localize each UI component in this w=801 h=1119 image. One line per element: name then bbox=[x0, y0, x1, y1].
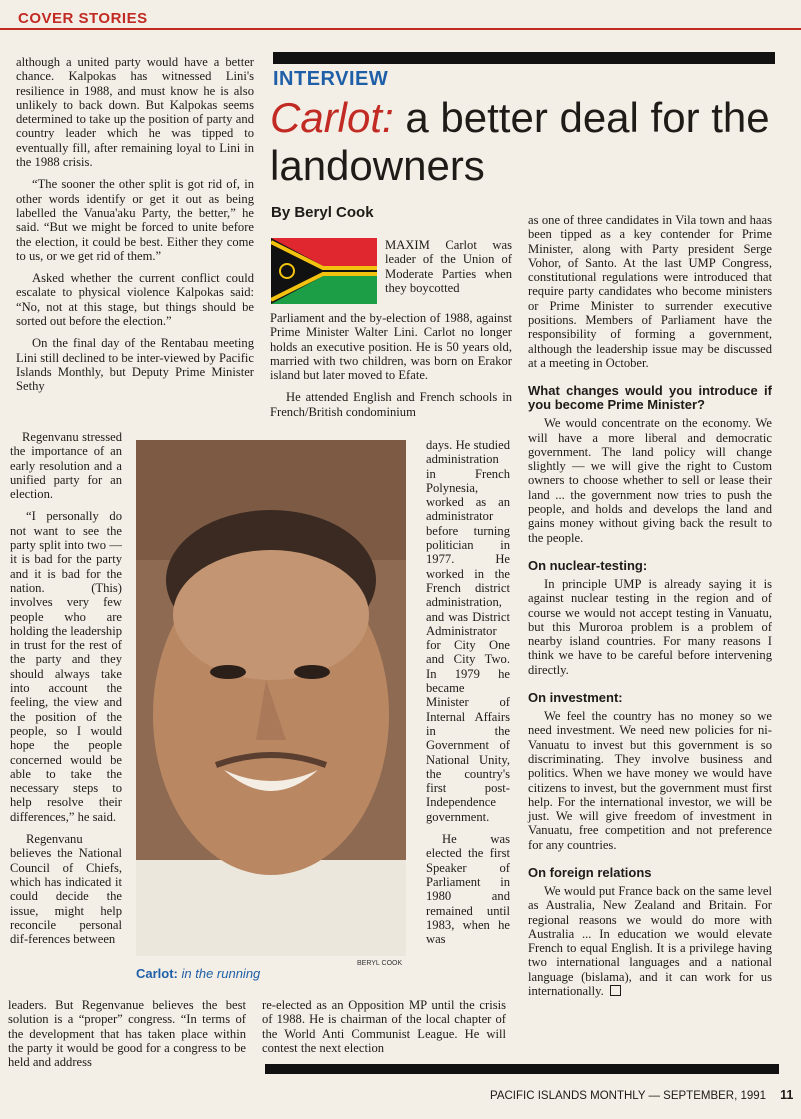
column-2-intro bbox=[385, 238, 512, 303]
caption-name: Carlot: bbox=[136, 966, 178, 981]
answer: We would concentrate on the economy. We will have a more liberal and democratic government. The land policy will change slightly — we will give the right to Custom owners to choose whether to sell or lease their land ... the government now tries to push the people, and holds and develops the land and gains money without giving back the result to the people. bbox=[528, 416, 772, 545]
paragraph: leaders. But Regenvanue believes the best solution is a “proper” congress. “In terms of the development that has taken place within the party it would be good for a congress to be held and address bbox=[8, 998, 246, 1070]
paragraph: Regenvanu believes the National Council of Chiefs, which has indicated it could decide the issue, might help reconcile personal dif-ferences between bbox=[10, 832, 122, 947]
portrait-photo bbox=[136, 440, 406, 956]
photo-caption bbox=[136, 966, 260, 981]
paragraph: Parliament and the by-election of 1988, against Prime Minister Walter Lini. Carlot no longer holds an executive position. He is 50 years old, married with two children, was born on Erakor island but later moved to Efate. bbox=[270, 311, 512, 383]
byline: By Beryl Cook bbox=[271, 204, 374, 221]
paragraph: He was elected the first Speaker of Parliament in 1980 and remained until 1983, when he was bbox=[426, 832, 510, 947]
section-label: COVER STORIES bbox=[18, 10, 148, 27]
answer: We feel the country has no money so we need investment. We need new policies for ni-Vanuatu to invest but this government is so discriminating. They involve business and politics. When we have money we would have citizens to invest, but the government must first help. For the international investor, we will be just. We will give freedom of investment in Vanuatu, free competition and not preference for any countries. bbox=[528, 709, 772, 852]
question-heading: On nuclear-testing: bbox=[528, 557, 648, 573]
paragraph: re-elected as an Opposition MP until the crisis of 1988. He is chairman of the local chapter of the World Anti Communist League. He will contest the next election bbox=[262, 998, 506, 1055]
page-number: 11 bbox=[780, 1088, 794, 1102]
question-heading: What changes would you introduce if you become Prime Minister? bbox=[528, 383, 772, 413]
paragraph: “I personally do not want to see the party split into two — it is bad for the party and it is bad for the nation. (This) involves very few people who are holding the leadership in trust for the rest of the party and they should always take into account the feeling, the view and the position of the people, so I would hope the people concerned would be able to take the necessary steps to help resolve their differences,” he said. bbox=[10, 509, 122, 824]
article-headline bbox=[270, 94, 790, 190]
paragraph: MAXIM Carlot was leader of the Union of Moderate Parties when they boycotted bbox=[385, 238, 512, 295]
publication-line: PACIFIC ISLANDS MONTHLY — SEPTEMBER, 1991 bbox=[490, 1090, 767, 1102]
paragraph: although a united party would have a better chance. Kalpokas has witnessed Lini's resilience in 1988, and must know he is also unlikely to back down. But Kalpokas seems determined to take up the position of party and country leader which he was tipped to eventually fill, after remaining loyal to Lini in the 1988 crisis. bbox=[16, 55, 254, 170]
paragraph: Regenvanu stressed the importance of an early resolution and a unified party for an election. bbox=[10, 430, 122, 502]
paragraph: He attended English and French schools in French/British condominium bbox=[270, 390, 512, 419]
paragraph: “The sooner the other split is got rid of, in other words identify or get it out as being labelled the Vanua'aku Party, the better,” he said. “But we might be forced to unite before the election, it could be best. Either they come to us, or we get rid of them.” bbox=[16, 177, 254, 263]
column-2 bbox=[270, 311, 512, 427]
question-heading: On investment: bbox=[528, 690, 623, 706]
paragraph: as one of three candidates in Vila town and haas been tipped as a key contender for Prime Minister, along with Party president Serge Vohor, of Santo. At the last UMP Congress, constitutional regulations were introduced that require party candidates who become ministers or Prime Minister to surrender executive positions. Members of Parliament have the responsibility of forming a government, although the leadership issue may be discussed at a meeting in October. bbox=[528, 213, 772, 370]
column-1 bbox=[16, 55, 254, 402]
caption-text: in the running bbox=[177, 966, 261, 981]
vanuatu-flag-icon bbox=[271, 238, 377, 304]
column-2-narrow bbox=[426, 438, 510, 954]
column-1-narrow bbox=[10, 430, 122, 954]
headline-rest: a better deal for the landowners bbox=[270, 94, 770, 189]
end-mark-icon bbox=[610, 985, 621, 996]
paragraph: days. He studied administration in French Polynesia, worked as an administrator before turning politician in 1977. He worked in the French district administration, and was District Administrator for City One and City Two. In 1979 he became Minister of Internal Affairs in the Government of National Unity, the country's first post-Independence government. bbox=[426, 438, 510, 824]
answer: In principle UMP is already saying it is against nuclear testing in the region and of course we would not accept testing in Vanuatu, but this Muroroa problem is a problem of nearby island countries. For many reasons I think we have to be careful before intervening directly. bbox=[528, 576, 772, 677]
photo-credit: BERYL COOK bbox=[357, 960, 403, 967]
column-1-bottom bbox=[8, 998, 246, 1077]
headline-lead: Carlot: bbox=[270, 94, 394, 141]
paragraph: On the final day of the Rentabau meeting Lini still declined to be inter-viewed by Pacific Islands Monthly, but Deputy Prime Minister Sethy bbox=[16, 336, 254, 394]
section-divider bbox=[0, 28, 801, 30]
question-heading: On foreign relations bbox=[528, 864, 652, 880]
answer bbox=[528, 884, 772, 998]
column-2-bottom bbox=[262, 998, 506, 1063]
column-3 bbox=[528, 213, 772, 1006]
answer-text: We would put France back on the same level as Australia, New Zealand and Britain. For regional reasons we would do more with Australia ... In education we would elevate French to equal English. It is a privilege having two international languages and a national language (bislama), and it can work for us internationally. bbox=[528, 883, 772, 999]
article-kicker: INTERVIEW bbox=[273, 68, 389, 90]
paragraph: Asked whether the current conflict could escalate to physical violence Kalpokas said: “No, not at this stage, but things should be sorted out before the election.” bbox=[16, 271, 254, 329]
page-footer bbox=[490, 1088, 793, 1102]
header-bar bbox=[273, 52, 775, 64]
footer-bar bbox=[265, 1064, 779, 1074]
